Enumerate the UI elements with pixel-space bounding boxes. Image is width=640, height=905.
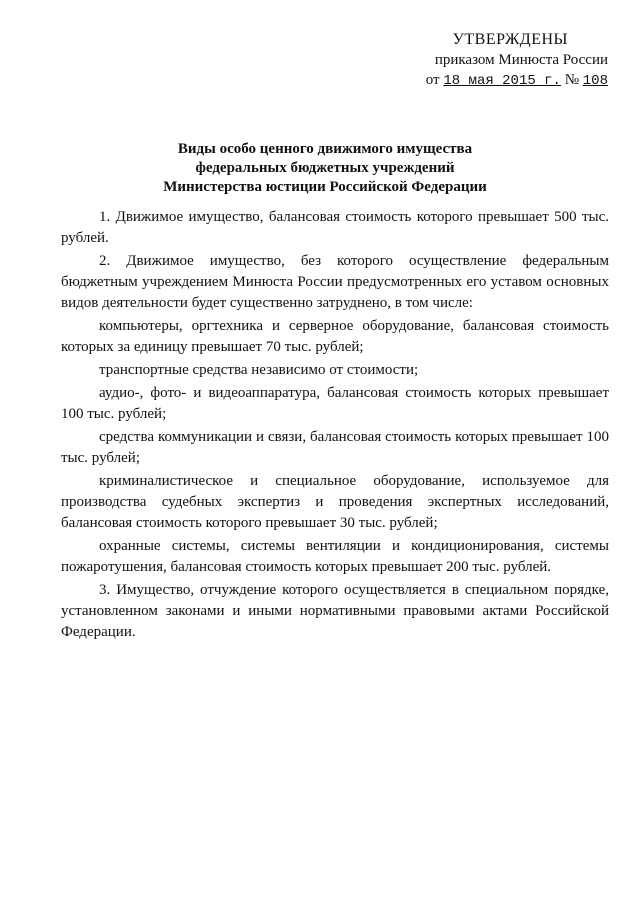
title-line-3: Министерства юстиции Российской Федерации bbox=[163, 179, 487, 195]
number-prefix: № bbox=[564, 72, 580, 88]
approval-heading: УТВЕРЖДЕНЫ bbox=[452, 31, 568, 48]
date-prefix: от bbox=[425, 72, 440, 88]
approval-dateline bbox=[310, 70, 610, 91]
paragraph-forensic: криминалистическое и специальное оборудование, используемое для производства судебных экспертиз и проведения экспертных исследований, балансовая стоимость которого превышает 30 тыс. рублей; bbox=[61, 473, 609, 531]
title-line-1: Виды особо ценного движимого имущества bbox=[177, 141, 473, 157]
paragraph-communications: средства коммуникации и связи, балансовая стоимость которых превышает 100 тыс. рублей; bbox=[61, 429, 609, 466]
document-body bbox=[61, 207, 609, 645]
paragraph-item-1: 1. Движимое имущество, балансовая стоимость которого превышает 500 тыс. рублей. bbox=[61, 209, 609, 246]
title-line-2: федеральных бюджетных учреждений bbox=[195, 160, 455, 176]
paragraph-item-3: 3. Имущество, отчуждение которого осуществляется в специальном порядке, установленном законами и иными нормативными правовыми актами Российской Федерации. bbox=[61, 582, 609, 640]
approval-order: приказом Минюста России bbox=[434, 52, 608, 68]
paragraph-item-2: 2. Движимое имущество, без которого осуществление федеральным бюджетным учреждением Минюста России предусмотренных его уставом основных видов деятельности будет существенно затруднено, в том числе: bbox=[61, 253, 609, 311]
paragraph-security-systems: охранные системы, системы вентиляции и кондиционирования, системы пожаротушения, балансовая стоимость которых превышает 200 тыс. рублей. bbox=[61, 538, 609, 575]
paragraph-vehicles: транспортные средства независимо от стоимости; bbox=[99, 362, 419, 378]
approval-number: 108 bbox=[582, 73, 608, 89]
document-title bbox=[60, 140, 590, 197]
approval-block bbox=[310, 30, 610, 91]
approval-date: 18 мая 2015 г. bbox=[443, 73, 561, 89]
paragraph-computers: компьютеры, оргтехника и серверное оборудование, балансовая стоимость которых за единицу превышает 70 тыс. рублей; bbox=[61, 318, 609, 355]
paragraph-audio-video: аудио-, фото- и видеоаппаратура, балансовая стоимость которых превышает 100 тыс. рублей; bbox=[61, 385, 609, 422]
